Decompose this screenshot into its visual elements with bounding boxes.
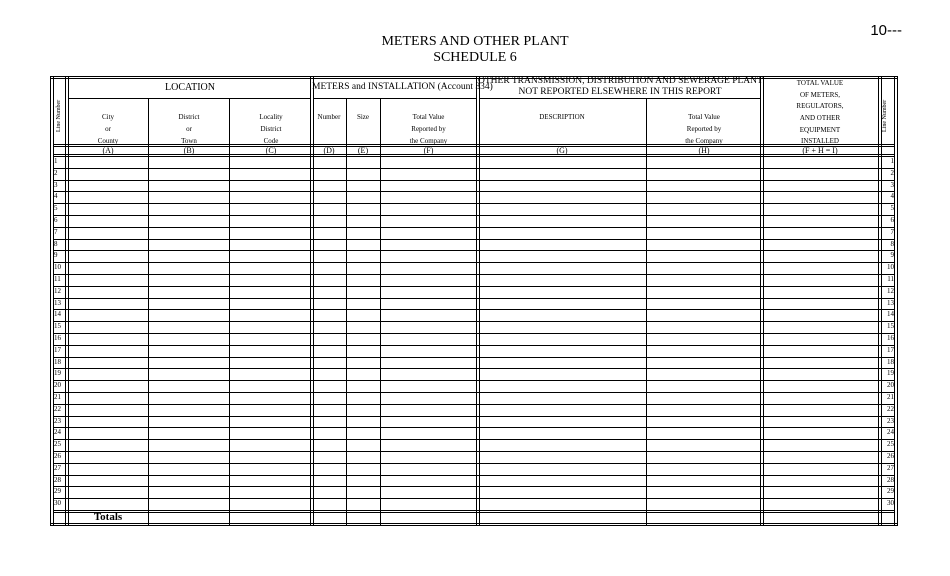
- col-letter-f: (F): [423, 146, 434, 155]
- line-number-left: 27: [54, 463, 61, 472]
- total-value-header-6: INSTALLED: [801, 137, 839, 145]
- col-b-header-1: District: [178, 113, 200, 121]
- line-number-right: 2: [890, 168, 894, 177]
- line-number-left: 19: [54, 369, 61, 378]
- line-number-right: 21: [887, 393, 894, 401]
- line-number-right: 16: [887, 334, 894, 342]
- line-number-left: 29: [54, 487, 61, 496]
- line-number-left: 7: [54, 227, 58, 236]
- line-number-right: 7: [890, 227, 894, 236]
- line-number-left: 22: [54, 404, 61, 413]
- line-number-right: 24: [887, 428, 894, 437]
- col-d-header: Number: [317, 113, 341, 121]
- line-number-right: 5: [890, 204, 894, 213]
- line-number-left: 17: [54, 345, 61, 354]
- line-number-left: 21: [54, 393, 61, 401]
- line-number-right: 27: [887, 463, 894, 472]
- schedule-table: [50, 76, 898, 526]
- col-letter-d: (D): [323, 146, 335, 155]
- col-f-header-1: Total Value: [412, 113, 445, 121]
- col-letter-c: (C): [265, 146, 277, 155]
- line-number-left: 3: [54, 180, 58, 189]
- line-number-right: 15: [887, 322, 894, 331]
- col-a-header-3: County: [97, 137, 119, 145]
- location-group-header: LOCATION: [165, 82, 215, 93]
- line-number-right: 8: [890, 239, 894, 248]
- total-value-header-4: AND OTHER: [799, 114, 841, 122]
- col-c-header-1: Locality: [259, 113, 283, 121]
- schedule-subtitle: SCHEDULE 6: [433, 50, 517, 65]
- other-plant-header-line2: NOT REPORTED ELSEWHERE IN THIS REPORT: [518, 87, 722, 97]
- col-h-header-2: Reported by: [686, 125, 722, 133]
- col-letter-g: (G): [556, 146, 568, 155]
- line-number-left: 8: [54, 239, 58, 248]
- col-letter-i: (F + H = I): [802, 146, 838, 155]
- line-number-label-left: Line Number: [56, 99, 62, 132]
- line-number-right: 10: [887, 263, 894, 272]
- line-number-right: 29: [887, 487, 894, 496]
- line-number-left: 18: [54, 357, 61, 366]
- col-b-header-2: or: [186, 125, 192, 133]
- line-number-right: 26: [887, 452, 894, 460]
- line-number-right: 13: [887, 298, 894, 307]
- line-number-label-right: Line Number: [882, 99, 888, 132]
- line-number-right: 23: [887, 416, 894, 425]
- line-number-left: 20: [54, 381, 61, 390]
- line-number-left: 14: [54, 310, 61, 319]
- line-number-left: 5: [54, 204, 58, 213]
- line-number-right: 1: [890, 157, 894, 165]
- col-h-header-3: the Company: [685, 137, 723, 145]
- line-number-left: 26: [54, 452, 61, 460]
- line-number-right: 19: [887, 369, 894, 378]
- page-number: 10---: [870, 22, 902, 39]
- meters-group-header: METERS and INSTALLATION (Account 334): [312, 82, 493, 92]
- total-value-header-5: EQUIPMENT: [799, 126, 841, 134]
- other-plant-header-line1: OTHER TRANSMISSION, DISTRIBUTION AND SEWERAGE PLANT: [478, 76, 763, 86]
- col-h-header-1: Total Value: [688, 113, 720, 121]
- line-number-right: 6: [890, 216, 894, 224]
- col-b-header-3: Town: [181, 137, 197, 145]
- line-number-left: 24: [54, 428, 61, 437]
- line-number-right: 30: [887, 499, 894, 508]
- line-number-right: 9: [890, 251, 894, 260]
- line-number-right: 4: [890, 192, 894, 201]
- col-letter-e: (E): [357, 146, 369, 155]
- col-c-header-2: District: [260, 125, 282, 133]
- col-f-header-2: Reported by: [411, 125, 446, 133]
- col-letter-h: (H): [698, 146, 710, 155]
- col-a-header-1: City: [101, 113, 115, 121]
- line-number-left: 28: [54, 475, 61, 484]
- total-value-header-2: OF METERS,: [799, 91, 841, 99]
- line-number-right: 22: [887, 404, 894, 413]
- col-f-header-3: the Company: [409, 137, 448, 145]
- line-number-left: 11: [54, 275, 61, 283]
- total-value-header-1: TOTAL VALUE: [796, 79, 844, 87]
- line-number-right: 11: [887, 275, 894, 283]
- line-number-left: 30: [54, 499, 61, 508]
- line-number-left: 10: [54, 263, 61, 272]
- line-number-left: 6: [54, 216, 58, 224]
- col-a-header-2: or: [105, 125, 111, 133]
- line-number-left: 16: [54, 334, 61, 342]
- col-letter-b: (B): [183, 146, 195, 155]
- col-letter-a: (A): [102, 146, 114, 155]
- line-number-right: 12: [887, 286, 894, 295]
- line-number-right: 28: [887, 475, 894, 484]
- line-number-left: 12: [54, 286, 61, 295]
- line-number-right: 18: [887, 357, 894, 366]
- line-number-right: 17: [887, 345, 894, 354]
- line-number-left: 13: [54, 298, 61, 307]
- col-e-header: Size: [356, 113, 370, 121]
- line-number-left: 23: [54, 416, 61, 425]
- col-c-header-3: Code: [263, 137, 279, 145]
- line-number-right: 25: [887, 440, 894, 449]
- line-number-left: 25: [54, 440, 61, 449]
- line-number-right: 14: [887, 310, 894, 319]
- line-number-left: 4: [54, 192, 58, 201]
- page-title: METERS AND OTHER PLANT: [381, 34, 569, 49]
- total-value-header-3: REGULATORS,: [796, 102, 844, 110]
- line-number-left: 1: [54, 157, 58, 165]
- line-number-right: 20: [887, 381, 894, 390]
- totals-label: Totals: [93, 511, 123, 523]
- line-number-left: 9: [54, 251, 58, 260]
- line-number-left: 15: [54, 322, 61, 331]
- line-number-left: 2: [54, 168, 58, 177]
- col-g-header: DESCRIPTION: [539, 113, 585, 121]
- line-number-right: 3: [890, 180, 894, 189]
